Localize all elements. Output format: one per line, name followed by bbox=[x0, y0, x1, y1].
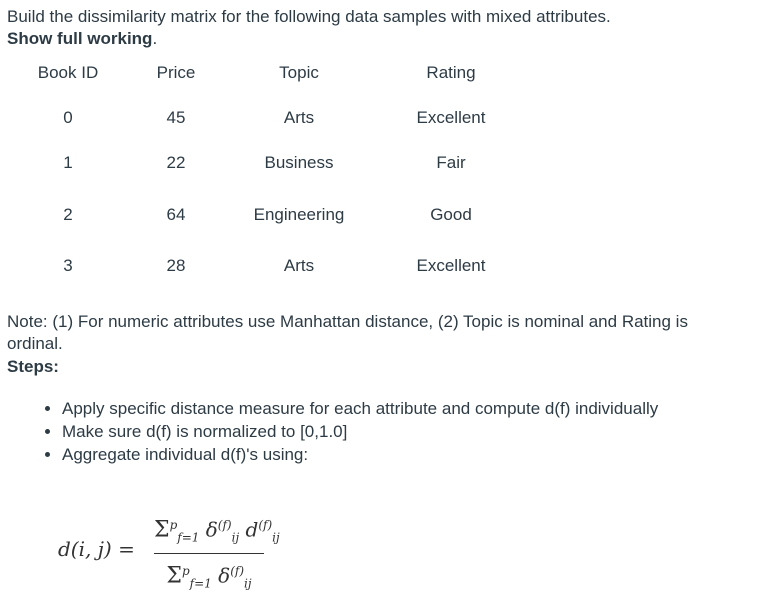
steps-heading: Steps: bbox=[7, 357, 59, 376]
note-text: Note: (1) For numeric attributes use Manhattan distance, (2) Topic is nominal and Rating is ordinal. bbox=[7, 312, 688, 353]
cell-book-id: 3 bbox=[63, 256, 73, 276]
intro-line-2-tail: . bbox=[152, 29, 158, 48]
cell-topic: Engineering bbox=[253, 204, 345, 224]
table-row bbox=[0, 189, 520, 241]
table-row bbox=[0, 86, 520, 138]
fraction-bar bbox=[154, 553, 264, 555]
list-item: • Aggregate individual d(f)'s using: bbox=[62, 444, 762, 465]
book-data-table bbox=[0, 60, 520, 292]
table-row bbox=[0, 138, 520, 190]
cell-book-id: 0 bbox=[63, 107, 73, 127]
cell-book-id: 1 bbox=[63, 153, 73, 173]
show-working-bold: Show full working bbox=[7, 29, 153, 48]
header-book-id: Book ID bbox=[37, 63, 99, 82]
header-rating: Rating bbox=[426, 63, 476, 82]
formula-numerator: $\Sigma^p_{f=1}$ $\delta^{(f)}_{ij}$ $d^{(f)}_{ij}$ bbox=[154, 517, 280, 545]
formula-denominator: $\Sigma^p_{f=1}$ $\delta^{(f)}_{ij}$ bbox=[166, 563, 252, 591]
list-item: • Make sure d(f) is normalized to [0,1.0] bbox=[62, 421, 762, 442]
formula-fraction bbox=[154, 512, 280, 597]
table-header-row bbox=[0, 60, 520, 86]
intro-line-1: Build the dissimilarity matrix for the following data samples with mixed attributes. bbox=[7, 7, 611, 26]
cell-rating: Excellent bbox=[416, 256, 486, 276]
cell-price: 22 bbox=[166, 153, 186, 173]
cell-topic: Arts bbox=[283, 256, 315, 276]
formula-lhs: d(i, j) = bbox=[58, 537, 135, 561]
cell-price: 64 bbox=[166, 204, 186, 224]
cell-topic: Arts bbox=[283, 107, 315, 127]
steps-list bbox=[40, 398, 762, 467]
question-intro bbox=[7, 6, 747, 50]
cell-rating: Good bbox=[430, 204, 472, 224]
cell-book-id: 2 bbox=[63, 204, 73, 224]
list-item: • Apply specific distance measure for each attribute and compute d(f) individually bbox=[62, 398, 762, 419]
header-topic: Topic bbox=[279, 63, 319, 82]
cell-price: 45 bbox=[166, 107, 186, 127]
table-row bbox=[0, 241, 520, 293]
header-price: Price bbox=[156, 63, 196, 82]
intro-line-2 bbox=[7, 28, 747, 50]
cell-price: 28 bbox=[166, 256, 186, 276]
cell-rating: Fair bbox=[436, 153, 466, 173]
cell-topic: Business bbox=[264, 153, 334, 173]
cell-rating: Excellent bbox=[416, 107, 486, 127]
